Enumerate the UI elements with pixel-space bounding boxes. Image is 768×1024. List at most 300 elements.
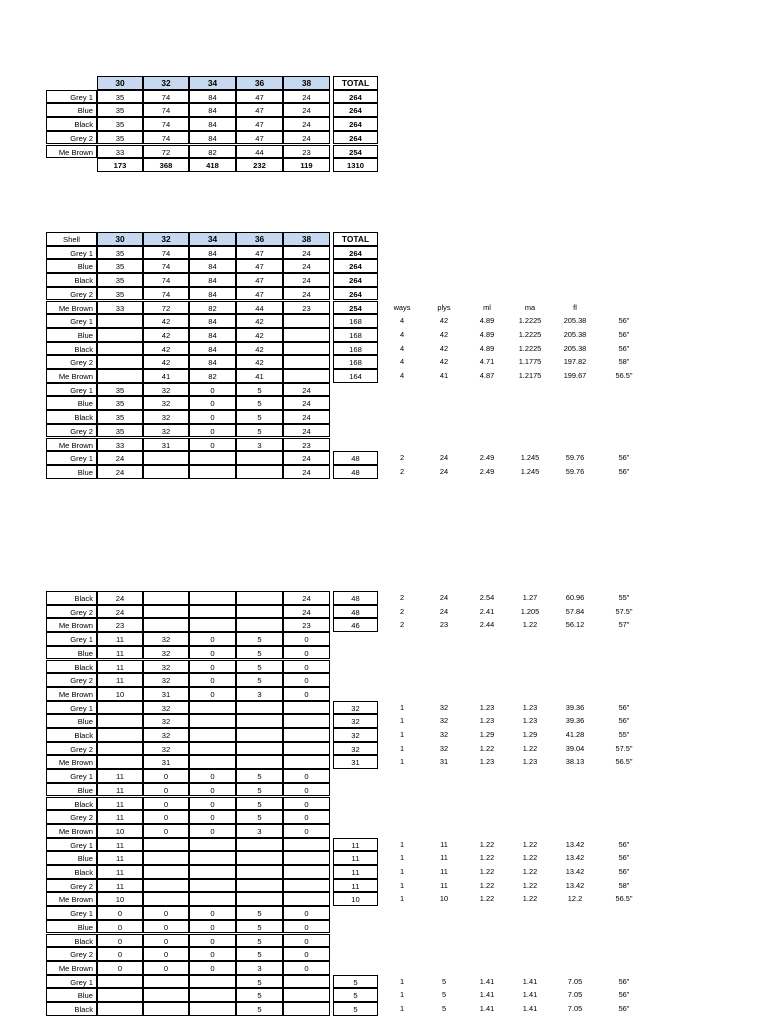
calc-cell-ways[interactable]: 1 — [399, 976, 405, 986]
qty-cell-34[interactable]: 82 — [189, 369, 236, 383]
qty-cell-30[interactable]: 35 — [97, 131, 143, 145]
calc-cell-plys[interactable]: 32 — [439, 743, 449, 753]
row-total-cell[interactable]: 48 — [333, 591, 378, 605]
qty-cell-36[interactable]: 5 — [236, 673, 283, 687]
calc-cell-ma[interactable]: 1.2225 — [518, 316, 542, 326]
qty-cell-34[interactable]: 0 — [189, 947, 236, 961]
qty-cell-36[interactable]: 47 — [236, 131, 283, 145]
qty-cell-38[interactable]: 0 — [283, 906, 330, 920]
calc-cell-ways[interactable]: 1 — [399, 894, 405, 904]
qty-cell-36[interactable]: 47 — [236, 287, 283, 301]
calc-cell-plys[interactable]: 5 — [441, 976, 447, 986]
calc-cell-ways[interactable]: 1 — [399, 743, 405, 753]
qty-cell-34[interactable] — [189, 605, 236, 619]
row-total-cell[interactable]: 264 — [333, 246, 378, 260]
row-total-cell[interactable]: 46 — [333, 618, 378, 632]
qty-cell-32[interactable]: 32 — [143, 632, 189, 646]
qty-cell-38[interactable] — [283, 755, 330, 769]
calc-cell-ways[interactable]: 1 — [399, 716, 405, 726]
qty-cell-30[interactable]: 33 — [97, 301, 143, 315]
qty-cell-34[interactable]: 0 — [189, 673, 236, 687]
calc-cell-ml[interactable]: 1.22 — [479, 894, 495, 904]
qty-cell-34[interactable]: 0 — [189, 383, 236, 397]
calc-cell-width[interactable]: 58" — [618, 357, 630, 367]
qty-cell-32[interactable]: 74 — [143, 117, 189, 131]
calc-cell-fl[interactable]: 197.82 — [563, 357, 587, 367]
calc-cell-ma[interactable]: 1.245 — [520, 466, 540, 476]
qty-cell-36[interactable] — [236, 465, 283, 479]
row-total-cell[interactable]: 264 — [333, 273, 378, 287]
calc-cell-ways[interactable]: 2 — [399, 620, 405, 630]
calc-cell-plys[interactable]: 11 — [440, 839, 448, 849]
calc-cell-plys[interactable]: 5 — [441, 1004, 447, 1013]
qty-cell-36[interactable]: 5 — [236, 988, 283, 1002]
calc-cell-plys[interactable]: 24 — [439, 593, 449, 602]
qty-cell-36[interactable] — [236, 879, 283, 893]
qty-cell-38[interactable]: 24 — [283, 103, 330, 117]
qty-cell-32[interactable] — [143, 988, 189, 1002]
calc-cell-ml[interactable]: 1.22 — [479, 839, 495, 849]
qty-cell-36[interactable]: 47 — [236, 90, 283, 104]
qty-cell-34[interactable]: 0 — [189, 810, 236, 824]
calc-cell-ma[interactable]: 1.205 — [520, 606, 540, 616]
calc-cell-fl[interactable]: 199.67 — [563, 371, 587, 380]
qty-cell-36[interactable] — [236, 605, 283, 619]
calc-cell-ml[interactable]: 1.22 — [479, 880, 495, 890]
calc-cell-plys[interactable]: 42 — [439, 343, 449, 353]
qty-cell-34[interactable]: 0 — [189, 934, 236, 948]
qty-cell-34[interactable] — [189, 742, 236, 756]
calc-cell-ma[interactable]: 1.41 — [522, 976, 538, 986]
row-total-cell[interactable]: 48 — [333, 605, 378, 619]
qty-cell-30[interactable]: 35 — [97, 396, 143, 410]
qty-cell-32[interactable]: 0 — [143, 961, 189, 975]
qty-cell-30[interactable]: 24 — [97, 465, 143, 479]
qty-cell-36[interactable] — [236, 714, 283, 728]
qty-cell-36[interactable]: 5 — [236, 797, 283, 811]
calc-cell-width[interactable]: 55" — [618, 730, 630, 739]
qty-cell-30[interactable]: 11 — [97, 673, 143, 687]
qty-cell-34[interactable]: 0 — [189, 769, 236, 783]
qty-cell-36[interactable]: 5 — [236, 396, 283, 410]
qty-cell-32[interactable]: 74 — [143, 259, 189, 273]
qty-cell-30[interactable]: 33 — [97, 145, 143, 159]
calc-cell-fl[interactable]: 38.13 — [565, 757, 585, 767]
qty-cell-36[interactable] — [236, 451, 283, 465]
calc-cell-width[interactable]: 56" — [618, 1004, 630, 1013]
qty-cell-30[interactable]: 35 — [97, 287, 143, 301]
qty-cell-36[interactable] — [236, 701, 283, 715]
qty-cell-34[interactable]: 84 — [189, 103, 236, 117]
calc-cell-ml[interactable]: 2.44 — [479, 620, 495, 630]
qty-cell-34[interactable]: 0 — [189, 396, 236, 410]
row-total-cell[interactable]: 32 — [333, 742, 378, 756]
calc-cell-width[interactable]: 56" — [618, 867, 630, 876]
qty-cell-32[interactable]: 32 — [143, 673, 189, 687]
qty-cell-38[interactable] — [283, 865, 330, 879]
calc-cell-fl[interactable]: 7.05 — [567, 1004, 583, 1013]
calc-cell-ways[interactable]: 1 — [399, 730, 405, 739]
qty-cell-32[interactable]: 32 — [143, 383, 189, 397]
qty-cell-30[interactable]: 35 — [97, 273, 143, 287]
calc-cell-ways[interactable]: 1 — [399, 990, 405, 1000]
qty-cell-34[interactable] — [189, 838, 236, 852]
calc-cell-fl[interactable]: 39.36 — [565, 702, 585, 712]
calc-cell-fl[interactable]: 60.96 — [565, 593, 585, 602]
qty-cell-34[interactable]: 84 — [189, 117, 236, 131]
calc-cell-width[interactable]: 56" — [618, 853, 630, 863]
calc-cell-plys[interactable]: 24 — [439, 606, 449, 616]
qty-cell-38[interactable]: 24 — [283, 424, 330, 438]
qty-cell-32[interactable]: 74 — [143, 90, 189, 104]
qty-cell-30[interactable]: 35 — [97, 246, 143, 260]
qty-cell-30[interactable]: 0 — [97, 920, 143, 934]
calc-cell-ma[interactable]: 1.2225 — [518, 343, 542, 353]
calc-cell-ma[interactable]: 1.22 — [522, 880, 538, 890]
qty-cell-30[interactable] — [97, 755, 143, 769]
calc-cell-fl[interactable]: 205.38 — [563, 343, 587, 353]
qty-cell-30[interactable] — [97, 728, 143, 742]
qty-cell-32[interactable]: 0 — [143, 783, 189, 797]
calc-cell-ml[interactable]: 4.89 — [479, 316, 495, 326]
qty-cell-34[interactable]: 82 — [189, 145, 236, 159]
qty-cell-32[interactable]: 0 — [143, 769, 189, 783]
calc-cell-ml[interactable]: 2.49 — [479, 453, 495, 463]
qty-cell-32[interactable]: 74 — [143, 287, 189, 301]
qty-cell-38[interactable]: 0 — [283, 660, 330, 674]
qty-cell-38[interactable]: 0 — [283, 632, 330, 646]
calc-cell-ma[interactable]: 1.22 — [522, 839, 538, 849]
row-total-cell[interactable]: 264 — [333, 287, 378, 301]
qty-cell-30[interactable]: 35 — [97, 259, 143, 273]
calc-cell-plys[interactable]: 11 — [440, 853, 448, 863]
qty-cell-34[interactable]: 0 — [189, 438, 236, 452]
qty-cell-36[interactable]: 44 — [236, 145, 283, 159]
qty-cell-36[interactable] — [236, 838, 283, 852]
qty-cell-30[interactable] — [97, 314, 143, 328]
qty-cell-38[interactable]: 24 — [283, 273, 330, 287]
calc-cell-ma[interactable]: 1.1775 — [518, 357, 542, 367]
calc-cell-width[interactable]: 55" — [618, 593, 630, 602]
qty-cell-32[interactable] — [143, 451, 189, 465]
qty-cell-34[interactable]: 84 — [189, 314, 236, 328]
calc-cell-ways[interactable]: 4 — [399, 371, 405, 380]
qty-cell-30[interactable]: 23 — [97, 618, 143, 632]
calc-cell-ml[interactable]: 1.41 — [479, 990, 495, 1000]
calc-cell-ways[interactable]: 1 — [399, 1004, 405, 1013]
qty-cell-38[interactable]: 0 — [283, 769, 330, 783]
qty-cell-38[interactable]: 0 — [283, 783, 330, 797]
qty-cell-34[interactable] — [189, 892, 236, 906]
qty-cell-30[interactable]: 10 — [97, 824, 143, 838]
calc-cell-ml[interactable]: 4.89 — [479, 329, 495, 339]
qty-cell-36[interactable]: 42 — [236, 328, 283, 342]
calc-cell-ml[interactable]: 2.49 — [479, 466, 495, 476]
calc-cell-plys[interactable]: 42 — [439, 316, 449, 326]
calc-cell-ml[interactable]: 1.22 — [479, 743, 495, 753]
qty-cell-34[interactable]: 0 — [189, 783, 236, 797]
qty-cell-36[interactable]: 3 — [236, 687, 283, 701]
qty-cell-30[interactable] — [97, 1002, 143, 1016]
qty-cell-30[interactable]: 11 — [97, 797, 143, 811]
calc-cell-ma[interactable]: 1.22 — [522, 894, 538, 904]
qty-cell-34[interactable]: 0 — [189, 687, 236, 701]
qty-cell-36[interactable]: 5 — [236, 783, 283, 797]
calc-cell-plys[interactable]: 24 — [439, 453, 449, 463]
qty-cell-36[interactable]: 5 — [236, 975, 283, 989]
row-total-cell[interactable]: 11 — [333, 879, 378, 893]
qty-cell-30[interactable]: 0 — [97, 961, 143, 975]
row-total-cell[interactable]: 11 — [333, 865, 378, 879]
qty-cell-32[interactable]: 32 — [143, 701, 189, 715]
calc-cell-ml[interactable]: 2.54 — [479, 593, 495, 602]
qty-cell-30[interactable]: 11 — [97, 851, 143, 865]
qty-cell-38[interactable]: 24 — [283, 131, 330, 145]
qty-cell-36[interactable]: 42 — [236, 342, 283, 356]
calc-cell-width[interactable]: 56" — [618, 839, 630, 849]
calc-cell-ml[interactable]: 1.23 — [479, 702, 495, 712]
qty-cell-32[interactable]: 41 — [143, 369, 189, 383]
calc-cell-ma[interactable]: 1.22 — [522, 853, 538, 863]
qty-cell-38[interactable]: 0 — [283, 797, 330, 811]
qty-cell-36[interactable]: 47 — [236, 103, 283, 117]
qty-cell-38[interactable]: 24 — [283, 410, 330, 424]
calc-cell-ways[interactable]: 1 — [399, 867, 405, 876]
qty-cell-36[interactable]: 41 — [236, 369, 283, 383]
calc-cell-fl[interactable]: 39.36 — [565, 716, 585, 726]
row-total-cell[interactable]: 254 — [333, 301, 378, 315]
qty-cell-34[interactable] — [189, 988, 236, 1002]
qty-cell-38[interactable]: 24 — [283, 591, 330, 605]
calc-cell-ma[interactable]: 1.23 — [522, 702, 538, 712]
calc-cell-plys[interactable]: 11 — [440, 867, 448, 876]
calc-cell-ml[interactable]: 2.41 — [479, 606, 495, 616]
calc-cell-ways[interactable]: 1 — [399, 880, 405, 890]
qty-cell-38[interactable]: 24 — [283, 396, 330, 410]
row-total-cell[interactable]: 264 — [333, 90, 378, 104]
calc-cell-plys[interactable]: 11 — [440, 880, 448, 890]
row-total-cell[interactable]: 264 — [333, 103, 378, 117]
calc-cell-ways[interactable]: 4 — [399, 357, 405, 367]
qty-cell-36[interactable]: 47 — [236, 246, 283, 260]
calc-cell-plys[interactable]: 24 — [439, 466, 449, 476]
calc-cell-width[interactable]: 56" — [618, 453, 630, 463]
qty-cell-30[interactable]: 11 — [97, 865, 143, 879]
row-total-cell[interactable]: 168 — [333, 328, 378, 342]
qty-cell-38[interactable]: 24 — [283, 451, 330, 465]
qty-cell-36[interactable] — [236, 591, 283, 605]
qty-cell-36[interactable] — [236, 892, 283, 906]
qty-cell-32[interactable]: 31 — [143, 438, 189, 452]
qty-cell-36[interactable]: 42 — [236, 355, 283, 369]
qty-cell-36[interactable]: 5 — [236, 920, 283, 934]
row-total-cell[interactable]: 264 — [333, 259, 378, 273]
calc-cell-plys[interactable]: 31 — [439, 757, 449, 767]
calc-cell-width[interactable]: 56.5" — [615, 894, 633, 904]
qty-cell-30[interactable] — [97, 714, 143, 728]
qty-cell-38[interactable] — [283, 1002, 330, 1016]
calc-cell-plys[interactable]: 5 — [441, 990, 447, 1000]
qty-cell-36[interactable]: 5 — [236, 769, 283, 783]
calc-cell-fl[interactable]: 13.42 — [565, 880, 585, 890]
calc-cell-width[interactable]: 57.5" — [615, 743, 633, 753]
qty-cell-36[interactable]: 5 — [236, 660, 283, 674]
qty-cell-30[interactable]: 11 — [97, 879, 143, 893]
qty-cell-34[interactable] — [189, 451, 236, 465]
calc-cell-fl[interactable]: 56.12 — [565, 620, 585, 630]
qty-cell-32[interactable]: 32 — [143, 424, 189, 438]
qty-cell-38[interactable]: 0 — [283, 687, 330, 701]
qty-cell-34[interactable]: 0 — [189, 660, 236, 674]
calc-cell-fl[interactable]: 13.42 — [565, 839, 585, 849]
qty-cell-38[interactable]: 24 — [283, 383, 330, 397]
qty-cell-32[interactable]: 74 — [143, 273, 189, 287]
calc-cell-fl[interactable]: 13.42 — [565, 867, 585, 876]
qty-cell-38[interactable]: 23 — [283, 618, 330, 632]
calc-cell-width[interactable]: 56" — [618, 976, 630, 986]
qty-cell-34[interactable]: 0 — [189, 646, 236, 660]
qty-cell-34[interactable] — [189, 728, 236, 742]
calc-cell-plys[interactable]: 41 — [439, 371, 449, 380]
qty-cell-36[interactable]: 42 — [236, 314, 283, 328]
calc-cell-ml[interactable]: 4.71 — [479, 357, 495, 367]
qty-cell-32[interactable]: 0 — [143, 947, 189, 961]
row-total-cell[interactable]: 5 — [333, 975, 378, 989]
calc-cell-ma[interactable]: 1.22 — [522, 867, 538, 876]
calc-cell-fl[interactable]: 12.2 — [567, 894, 583, 904]
qty-cell-32[interactable] — [143, 838, 189, 852]
qty-cell-38[interactable]: 0 — [283, 824, 330, 838]
calc-cell-fl[interactable]: 7.05 — [567, 976, 583, 986]
calc-cell-fl[interactable]: 13.42 — [565, 853, 585, 863]
qty-cell-38[interactable]: 0 — [283, 947, 330, 961]
qty-cell-38[interactable] — [283, 314, 330, 328]
qty-cell-34[interactable] — [189, 851, 236, 865]
qty-cell-38[interactable] — [283, 342, 330, 356]
qty-cell-32[interactable]: 32 — [143, 396, 189, 410]
qty-cell-34[interactable] — [189, 879, 236, 893]
qty-cell-32[interactable]: 32 — [143, 660, 189, 674]
calc-cell-ma[interactable]: 1.2175 — [518, 371, 542, 380]
qty-cell-38[interactable] — [283, 892, 330, 906]
qty-cell-38[interactable]: 24 — [283, 117, 330, 131]
qty-cell-32[interactable] — [143, 1002, 189, 1016]
row-total-cell[interactable]: 31 — [333, 755, 378, 769]
row-total-cell[interactable]: 11 — [333, 838, 378, 852]
qty-cell-38[interactable]: 24 — [283, 90, 330, 104]
calc-cell-ways[interactable]: 2 — [399, 593, 405, 602]
calc-cell-width[interactable]: 56.5" — [615, 371, 633, 380]
qty-cell-32[interactable]: 0 — [143, 934, 189, 948]
row-total-cell[interactable]: 254 — [333, 145, 378, 159]
qty-cell-36[interactable]: 5 — [236, 1002, 283, 1016]
calc-cell-width[interactable]: 57" — [618, 620, 630, 630]
calc-cell-ways[interactable]: 1 — [399, 702, 405, 712]
calc-cell-ways[interactable]: 2 — [399, 453, 405, 463]
qty-cell-34[interactable] — [189, 975, 236, 989]
qty-cell-34[interactable]: 0 — [189, 961, 236, 975]
qty-cell-38[interactable]: 24 — [283, 605, 330, 619]
calc-cell-plys[interactable]: 32 — [439, 730, 449, 739]
qty-cell-30[interactable] — [97, 369, 143, 383]
qty-cell-32[interactable]: 0 — [143, 906, 189, 920]
row-total-cell[interactable]: 164 — [333, 369, 378, 383]
qty-cell-34[interactable]: 84 — [189, 259, 236, 273]
row-total-cell[interactable]: 48 — [333, 451, 378, 465]
qty-cell-32[interactable] — [143, 618, 189, 632]
qty-cell-30[interactable]: 35 — [97, 383, 143, 397]
qty-cell-38[interactable] — [283, 369, 330, 383]
qty-cell-30[interactable]: 0 — [97, 947, 143, 961]
qty-cell-38[interactable] — [283, 851, 330, 865]
qty-cell-38[interactable] — [283, 355, 330, 369]
qty-cell-38[interactable] — [283, 975, 330, 989]
qty-cell-34[interactable]: 84 — [189, 131, 236, 145]
qty-cell-38[interactable]: 0 — [283, 961, 330, 975]
calc-cell-ml[interactable]: 1.23 — [479, 757, 495, 767]
qty-cell-36[interactable] — [236, 742, 283, 756]
qty-cell-32[interactable] — [143, 865, 189, 879]
qty-cell-30[interactable] — [97, 328, 143, 342]
qty-cell-38[interactable]: 0 — [283, 934, 330, 948]
qty-cell-34[interactable]: 84 — [189, 342, 236, 356]
qty-cell-38[interactable]: 0 — [283, 920, 330, 934]
qty-cell-38[interactable]: 24 — [283, 287, 330, 301]
qty-cell-38[interactable] — [283, 988, 330, 1002]
qty-cell-30[interactable]: 33 — [97, 438, 143, 452]
qty-cell-30[interactable]: 35 — [97, 90, 143, 104]
qty-cell-30[interactable]: 0 — [97, 906, 143, 920]
qty-cell-32[interactable] — [143, 605, 189, 619]
calc-cell-plys[interactable]: 42 — [439, 357, 449, 367]
qty-cell-36[interactable]: 5 — [236, 632, 283, 646]
qty-cell-38[interactable]: 24 — [283, 246, 330, 260]
row-total-cell[interactable]: 10 — [333, 892, 378, 906]
calc-cell-ma[interactable]: 1.22 — [522, 620, 538, 630]
qty-cell-36[interactable]: 3 — [236, 961, 283, 975]
row-total-cell[interactable]: 264 — [333, 131, 378, 145]
calc-cell-width[interactable]: 56" — [618, 316, 630, 326]
calc-cell-ml[interactable]: 1.41 — [479, 1004, 495, 1013]
calc-cell-width[interactable]: 56" — [618, 329, 630, 339]
calc-cell-width[interactable]: 56" — [618, 702, 630, 712]
calc-cell-ma[interactable]: 1.23 — [522, 716, 538, 726]
calc-cell-ways[interactable]: 1 — [399, 853, 405, 863]
calc-cell-fl[interactable]: 205.38 — [563, 316, 587, 326]
qty-cell-30[interactable]: 11 — [97, 769, 143, 783]
qty-cell-36[interactable]: 5 — [236, 947, 283, 961]
calc-cell-ml[interactable]: 1.22 — [479, 853, 495, 863]
qty-cell-30[interactable]: 11 — [97, 838, 143, 852]
calc-cell-plys[interactable]: 10 — [439, 894, 449, 904]
calc-cell-width[interactable]: 56" — [618, 466, 630, 476]
qty-cell-36[interactable] — [236, 865, 283, 879]
qty-cell-34[interactable]: 0 — [189, 906, 236, 920]
qty-cell-36[interactable]: 5 — [236, 383, 283, 397]
qty-cell-30[interactable]: 11 — [97, 646, 143, 660]
calc-cell-ma[interactable]: 1.29 — [522, 730, 538, 739]
qty-cell-38[interactable]: 0 — [283, 646, 330, 660]
qty-cell-34[interactable]: 0 — [189, 797, 236, 811]
qty-cell-32[interactable]: 42 — [143, 342, 189, 356]
qty-cell-36[interactable]: 3 — [236, 824, 283, 838]
qty-cell-38[interactable] — [283, 728, 330, 742]
qty-cell-30[interactable]: 0 — [97, 934, 143, 948]
qty-cell-30[interactable] — [97, 701, 143, 715]
row-total-cell[interactable]: 48 — [333, 465, 378, 479]
qty-cell-32[interactable]: 42 — [143, 328, 189, 342]
qty-cell-34[interactable]: 0 — [189, 410, 236, 424]
